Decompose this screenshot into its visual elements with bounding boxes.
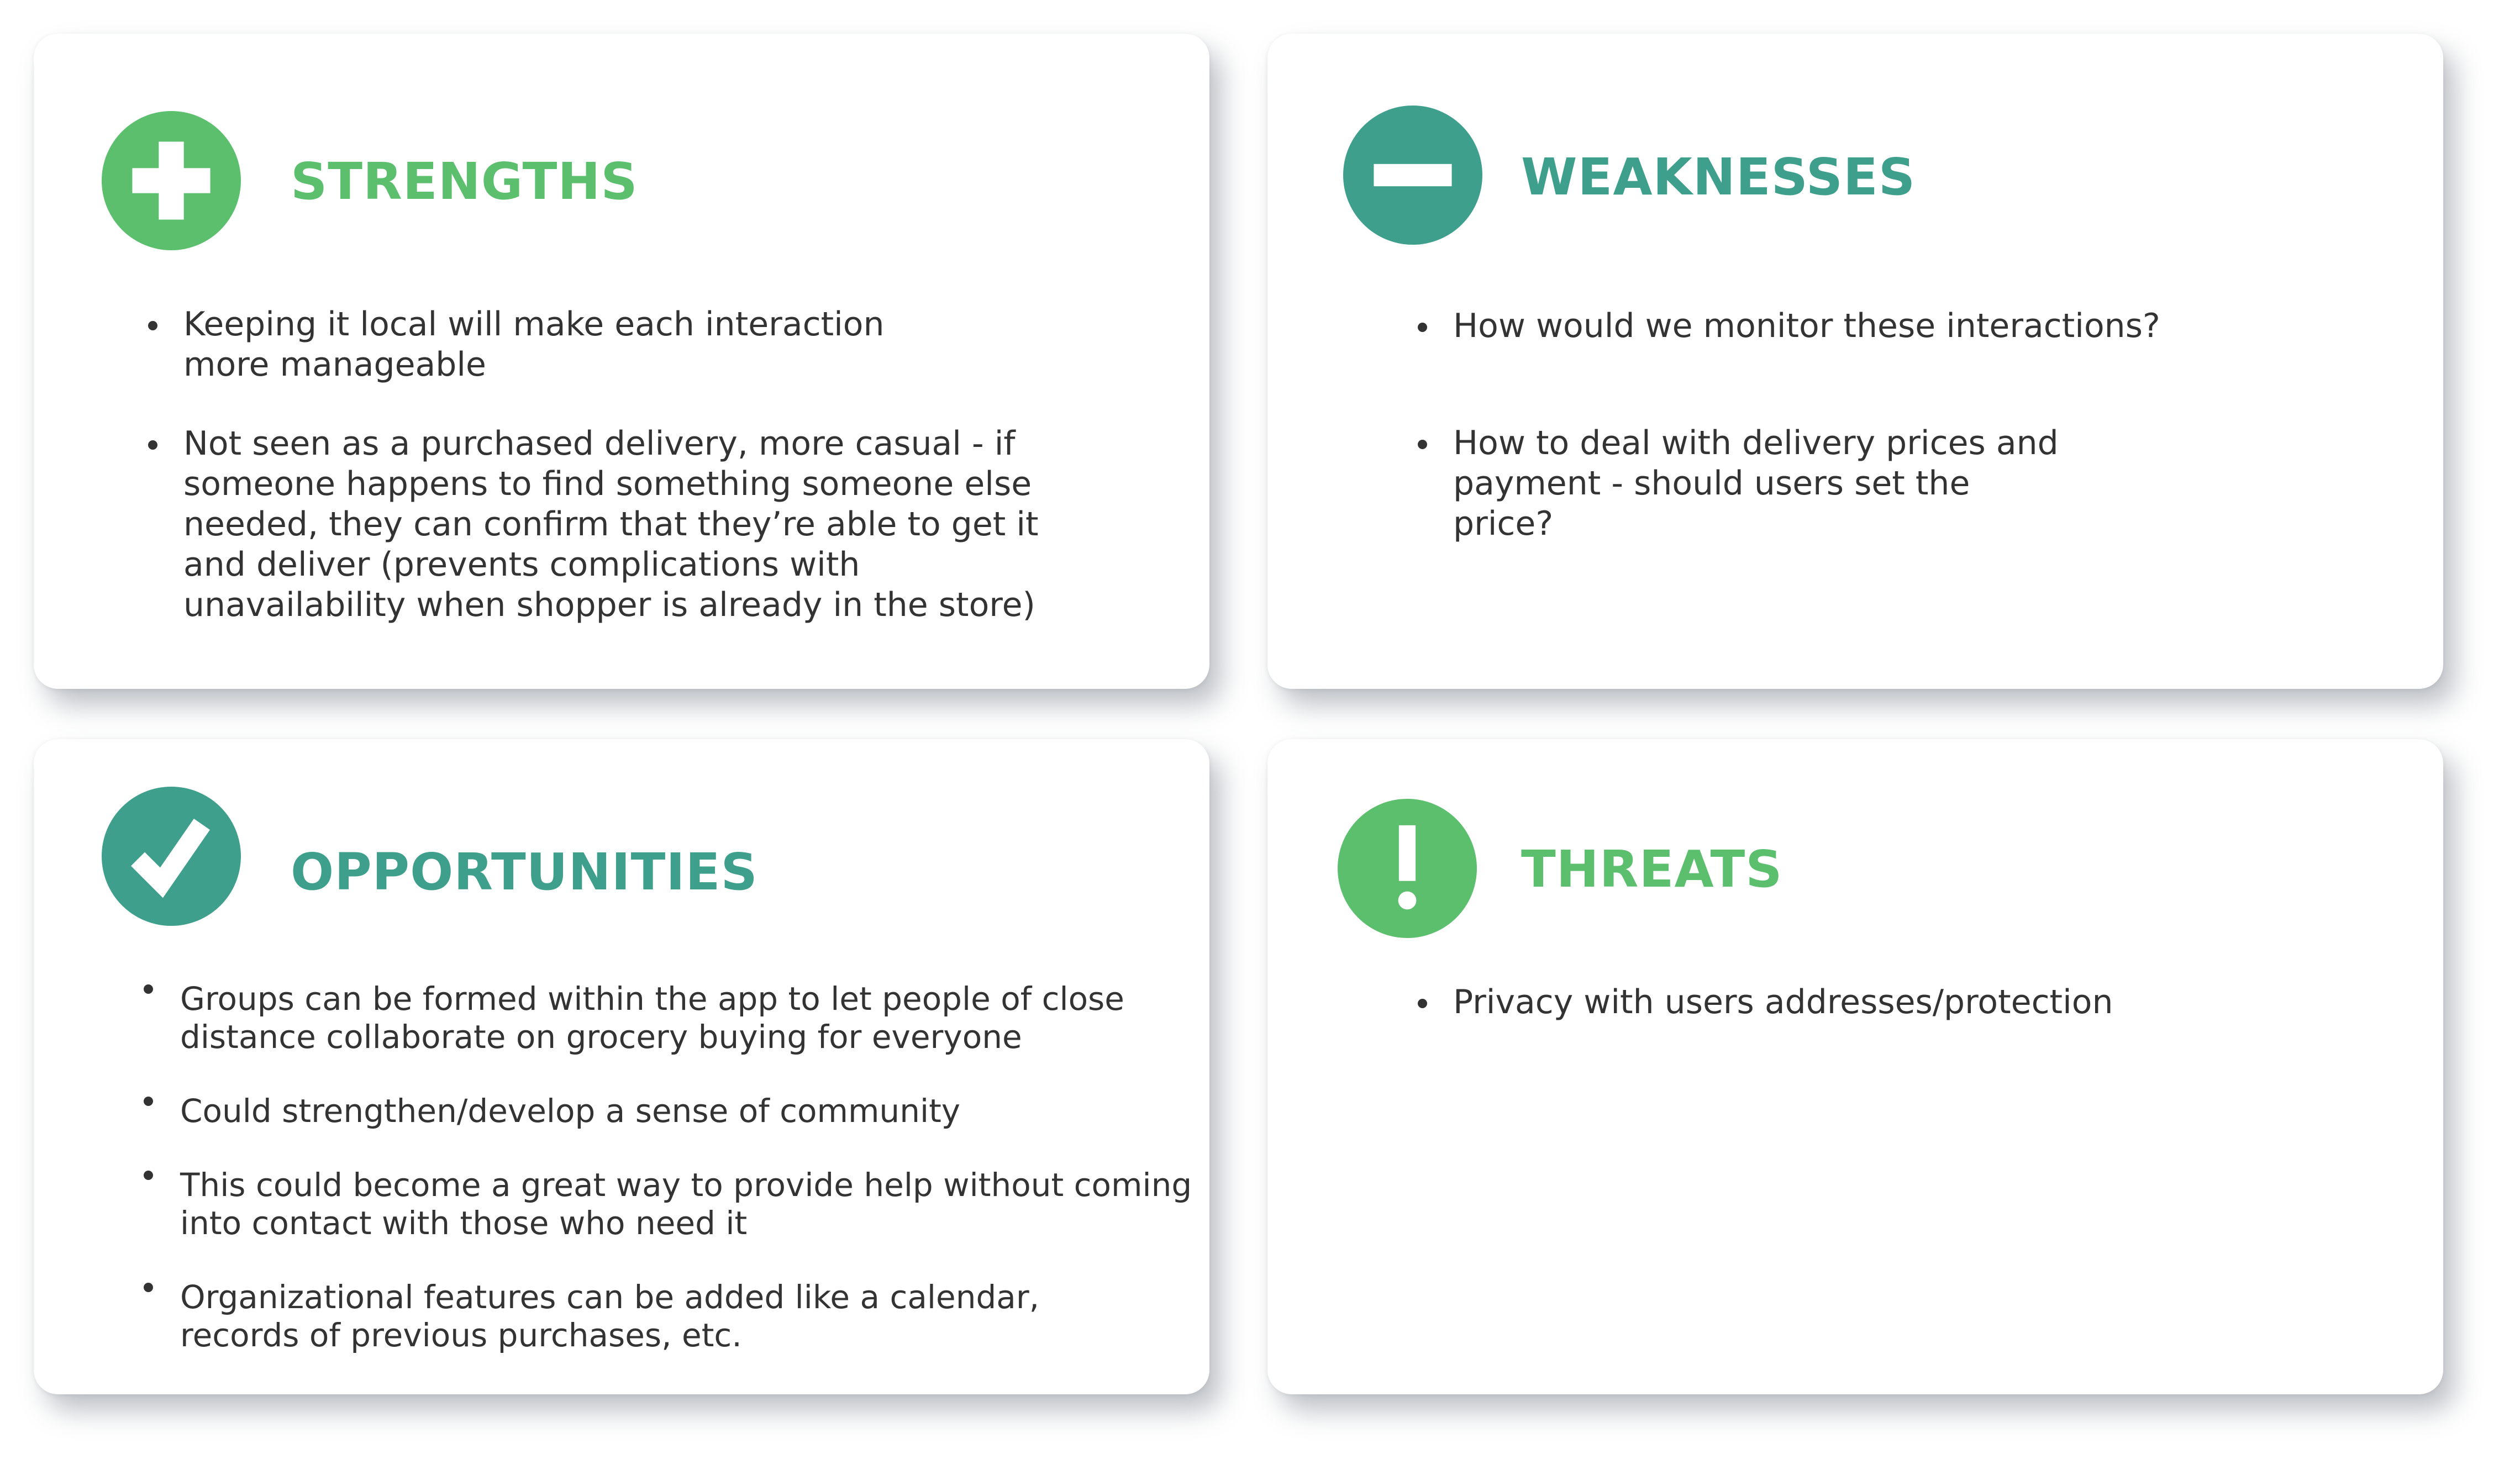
list-item: Could strengthen/develop a sense of community: [180, 1092, 1213, 1130]
weaknesses-title: WEAKNESSES: [1521, 147, 1916, 207]
checkmark-icon: [102, 787, 241, 926]
plus-icon: [102, 111, 241, 250]
weaknesses-list: [1453, 306, 2392, 544]
strengths-title: STRENGTHS: [291, 152, 638, 211]
exclamation-icon: [1338, 799, 1477, 938]
opportunities-list: [180, 980, 1213, 1355]
threats-list: [1453, 982, 2392, 1023]
strengths-card: [34, 34, 1209, 689]
opportunities-card: [34, 739, 1209, 1394]
list-item: Keeping it local will make each interaction more manageable: [183, 304, 946, 385]
strengths-list: [183, 304, 1156, 625]
opportunities-title: OPPORTUNITIES: [291, 842, 758, 902]
list-item: Groups can be formed within the app to let people of close distance collaborate on grocery buying for everyone: [180, 980, 1213, 1056]
list-item: Not seen as a purchased delivery, more casual - if someone happens to find something someone else needed, they can confirm that they’re able to get it and deliver (prevents complications with unavailability when shopper is already in the store): [183, 424, 1067, 625]
weaknesses-card: [1267, 34, 2443, 689]
list-item: This could become a great way to provide help without coming into contact with those who need it: [180, 1166, 1213, 1242]
list-item: Organizational features can be added like a calendar, records of previous purchases, etc.: [180, 1278, 1119, 1355]
list-item: Privacy with users addresses/protection: [1453, 982, 2392, 1023]
threats-title: THREATS: [1521, 840, 1783, 899]
minus-icon: [1343, 106, 1482, 245]
threats-card: [1267, 739, 2443, 1394]
list-item: How to deal with delivery prices and payment - should users set the price?: [1453, 423, 2072, 544]
list-item: How would we monitor these interactions?: [1453, 306, 2392, 346]
